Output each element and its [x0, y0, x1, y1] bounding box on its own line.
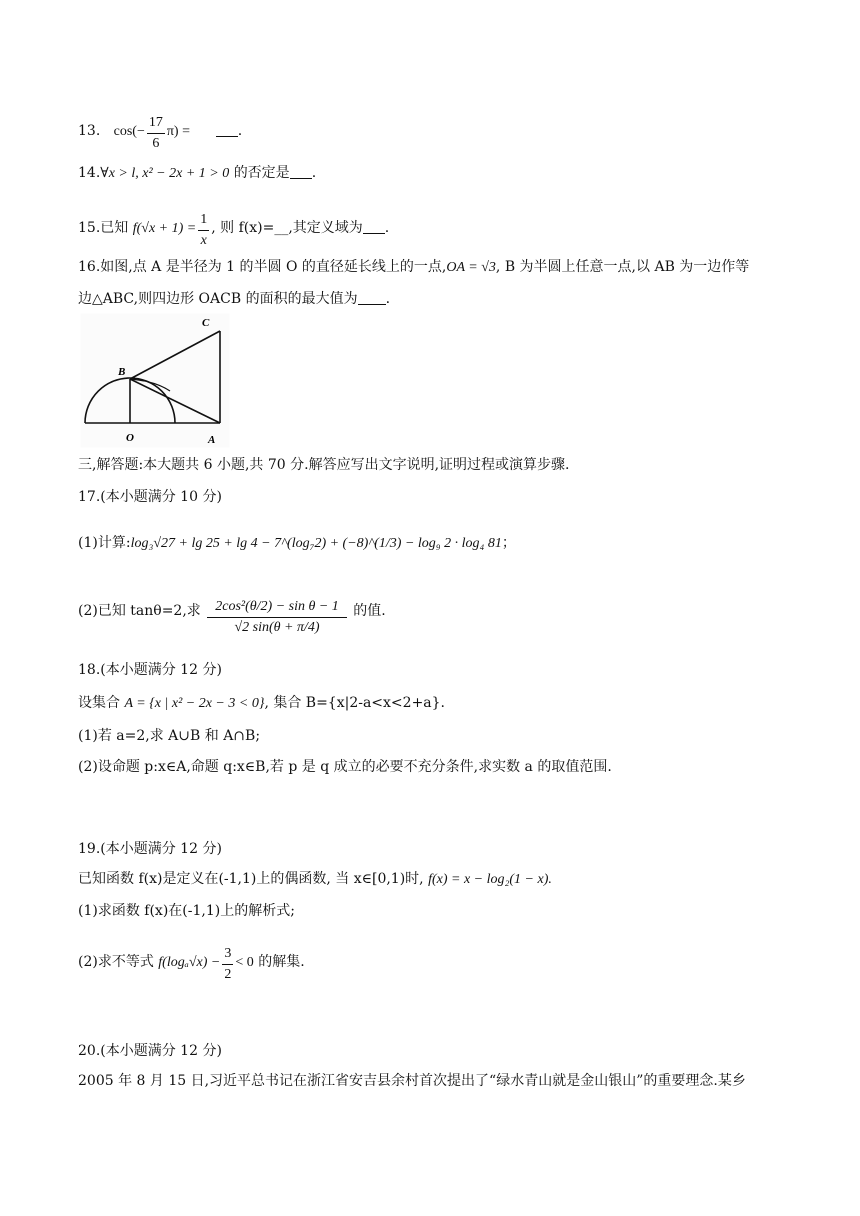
math-expression: f(√x + 1) = $\frac{1}{x}$	[133, 221, 212, 236]
question-17-header: 17.(本小题满分 10 分)	[78, 489, 222, 505]
question-text: , 则 f(x)=__,其定义域为	[211, 220, 363, 236]
label-a: A	[208, 434, 216, 446]
label-b: B	[118, 366, 126, 378]
math-expression: OA = √3	[446, 260, 496, 275]
math-expression: f(x) = x − log₂(1 − x).	[428, 872, 552, 887]
question-19-part2: (2)求不等式 f(logₐ√x) − $\frac{3}{2}$ < 0 的解集.	[78, 944, 305, 985]
question-17-part2: (2)已知 tanθ=2,求 $\frac{\text{2cos²(θ/2) − sin θ − 1}}{√2 \sin(\theta + \pi/4)}$ 的值.	[78, 597, 386, 638]
question-number: 16.	[78, 259, 101, 275]
question-number: 13.	[78, 123, 101, 139]
question-20-header: 20.(本小题满分 12 分)	[78, 1043, 222, 1059]
question-16-line2: 边△ABC,则四边形 OACB 的面积的最大值为 .	[78, 291, 391, 307]
section-heading: 三,解答题:本大题共 6 小题,共 70 分.解答应写出文字说明,证明过程或演算步骤.	[78, 457, 570, 473]
question-18-part1: (1)若 a=2,求 A∪B 和 A∩B;	[78, 728, 261, 744]
question-15: 15.已知 f(√x + 1) = $\frac{1}{x}$ , 则 f(x)=__,其定义域为 .	[78, 210, 389, 251]
answer-blank	[216, 122, 238, 137]
geometry-figure	[80, 313, 230, 448]
math-expression: cos(− $\frac{17}{6}$ π) =	[114, 124, 194, 139]
question-19-header: 19.(本小题满分 12 分)	[78, 841, 222, 857]
question-text: 的否定是	[233, 165, 290, 181]
question-18-header: 18.(本小题满分 12 分)	[78, 662, 222, 678]
math-expression: f(logₐ√x) − $\frac{3}{2}$ < 0	[158, 955, 253, 970]
math-expression: log₃√27 + lg 25 + lg 4 − 7^(log₇2) + (−8)^(1/3) − log₉ 2 · log₄ 81	[130, 536, 502, 551]
math-expression: ∀x > l, x² − 2x + 1 > 0	[100, 166, 230, 181]
answer-blank	[358, 290, 386, 305]
question-14: 14.∀x > l, x² − 2x + 1 > 0 的否定是 .	[78, 165, 317, 181]
answer-blank	[290, 164, 312, 179]
question-19-line1: 已知函数 f(x)是定义在(-1,1)上的偶函数, 当 x∈[0,1)时, f(x) = x − log₂(1 − x).	[78, 871, 552, 887]
label-c: C	[202, 317, 210, 329]
question-16-line1: 16.如图,点 A 是半径为 1 的半圆 O 的直径延长线上的一点,OA = √3, B 为半圆上任意一点,以 AB 为一边作等	[78, 259, 750, 275]
question-18-part2: (2)设命题 p:x∈A,命题 q:x∈B,若 p 是 q 成立的必要不充分条件,求实数 a 的取值范围.	[78, 759, 612, 775]
math-expression: A = {x | x² − 2x − 3 < 0}	[124, 696, 265, 711]
label-o: O	[126, 432, 134, 444]
question-18-line1: 设集合 A = {x | x² − 2x − 3 < 0}, 集合 B={x|2-a<x<2+a}.	[78, 695, 446, 711]
question-13: 13. cos(− $\frac{17}{6}$ π) = .	[78, 113, 242, 154]
question-number: 14.	[78, 165, 101, 181]
question-19-part1: (1)求函数 f(x)在(-1,1)上的解析式;	[78, 903, 295, 919]
question-number: 15.	[78, 220, 101, 236]
question-17-part1: (1)计算:log₃√27 + lg 25 + lg 4 − 7^(log₇2) + (−8)^(1/3) − log₉ 2 · log₄ 81；	[78, 535, 516, 551]
question-20-line1: 2005 年 8 月 15 日,习近平总书记在浙江省安吉县余村首次提出了“绿水青山就是金山银山”的重要理念.某乡	[78, 1073, 746, 1089]
fraction-expression: $\frac{\text{2cos²(θ/2) − sin θ − 1}}{√2 \sin(\theta + \pi/4)}$	[207, 597, 347, 638]
answer-blank	[363, 219, 385, 234]
